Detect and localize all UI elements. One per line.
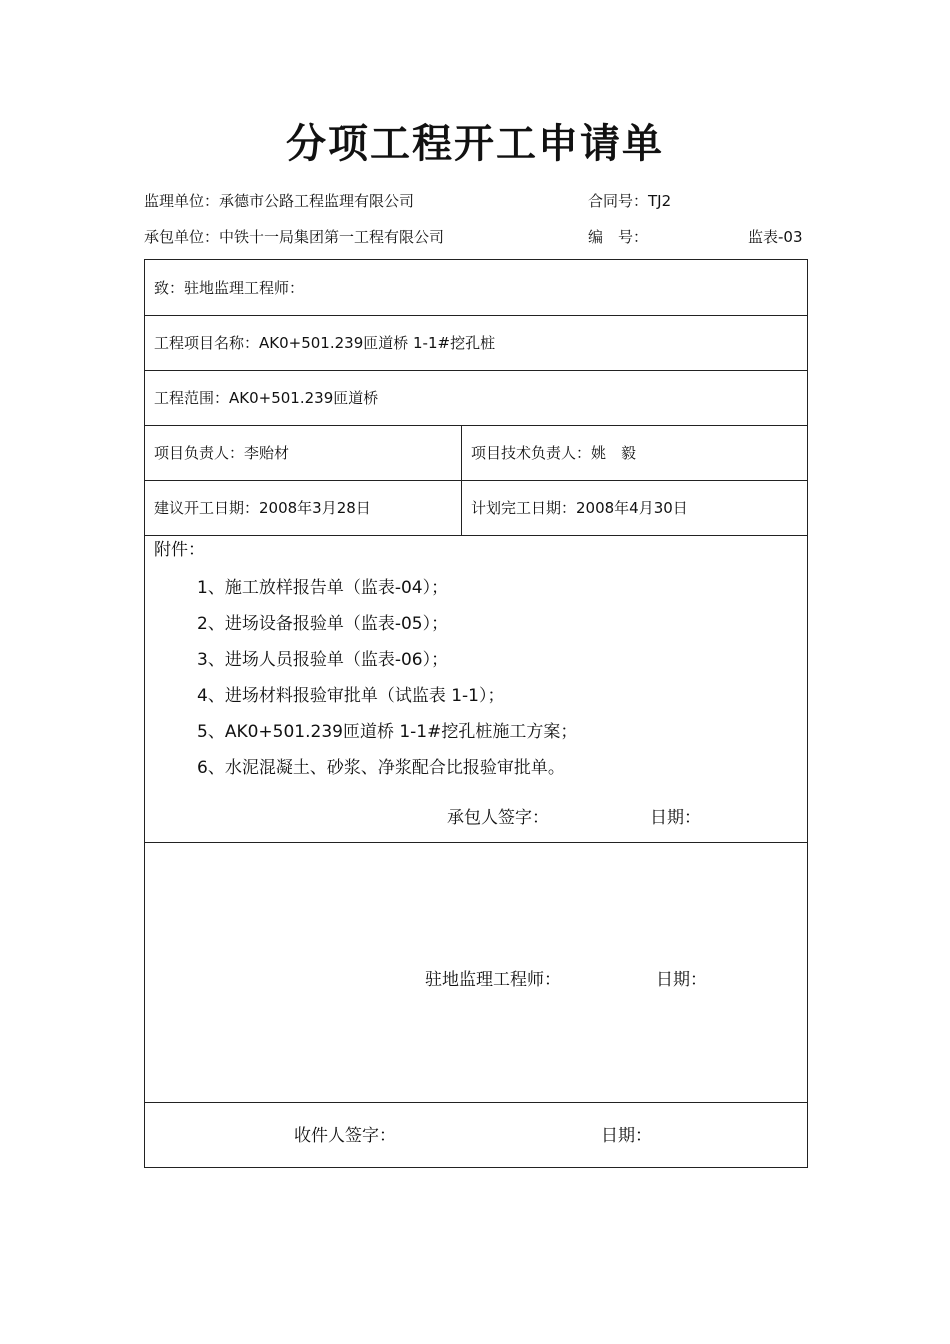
attachment-item: 6、水泥混凝土、砂浆、净浆配合比报验审批单。 [197,758,565,778]
contract-no: 合同号：TJ2 [588,192,672,210]
form-row-project-name [145,316,808,371]
application-form-table [144,259,808,1168]
attachment-item: 2、进场设备报验单（监表-05）； [197,614,449,634]
contractor-unit: 承包单位：中铁十一局集团第一工程有限公司 [144,228,445,246]
engineer-cell [145,843,808,1103]
form-row-engineer [145,843,808,1103]
start-date: 建议开工日期：2008年3月28日 [145,481,462,536]
engineer-signature-label: 驻地监理工程师： [425,970,561,990]
contractor-signature-label: 承包人签字： [447,808,549,828]
project-scope: 工程范围：AK0+501.239匝道桥 [145,371,808,426]
form-row-to [145,260,808,316]
supervisor-unit: 监理单位：承德市公路工程监理有限公司 [144,192,415,210]
form-row-managers [145,426,808,481]
end-date: 计划完工日期：2008年4月30日 [462,481,808,536]
project-manager: 项目负责人：李贻材 [145,426,462,481]
tech-manager: 项目技术负责人：姚 毅 [462,426,808,481]
attachments-cell [145,536,808,843]
form-code: 监表-03 [748,228,803,246]
form-row-scope [145,371,808,426]
serial-label: 编 号： [588,228,649,246]
page-title: 分项工程开工申请单 [286,121,664,167]
attachment-item: 3、进场人员报验单（监表-06）； [197,650,449,670]
receiver-signature-label: 收件人签字： [294,1126,396,1146]
form-row-receiver [145,1103,808,1168]
project-name: 工程项目名称：AK0+501.239匝道桥 1-1#挖孔桩 [145,316,808,371]
attachment-item: 1、施工放样报告单（监表-04）； [197,578,449,598]
form-row-attachments [145,536,808,843]
attachment-item: 5、AK0+501.239匝道桥 1-1#挖孔桩施工方案； [197,722,578,742]
attachments-title: 附件： [154,540,205,560]
addressee: 致：驻地监理工程师： [145,260,808,316]
engineer-date-label: 日期： [656,970,707,990]
form-row-dates [145,481,808,536]
attachment-item: 4、进场材料报验审批单（试监表 1-1）； [197,686,505,706]
receiver-cell [145,1103,808,1168]
attachments-list [197,570,577,786]
receiver-date-label: 日期： [601,1126,652,1146]
contractor-date-label: 日期： [650,808,701,828]
